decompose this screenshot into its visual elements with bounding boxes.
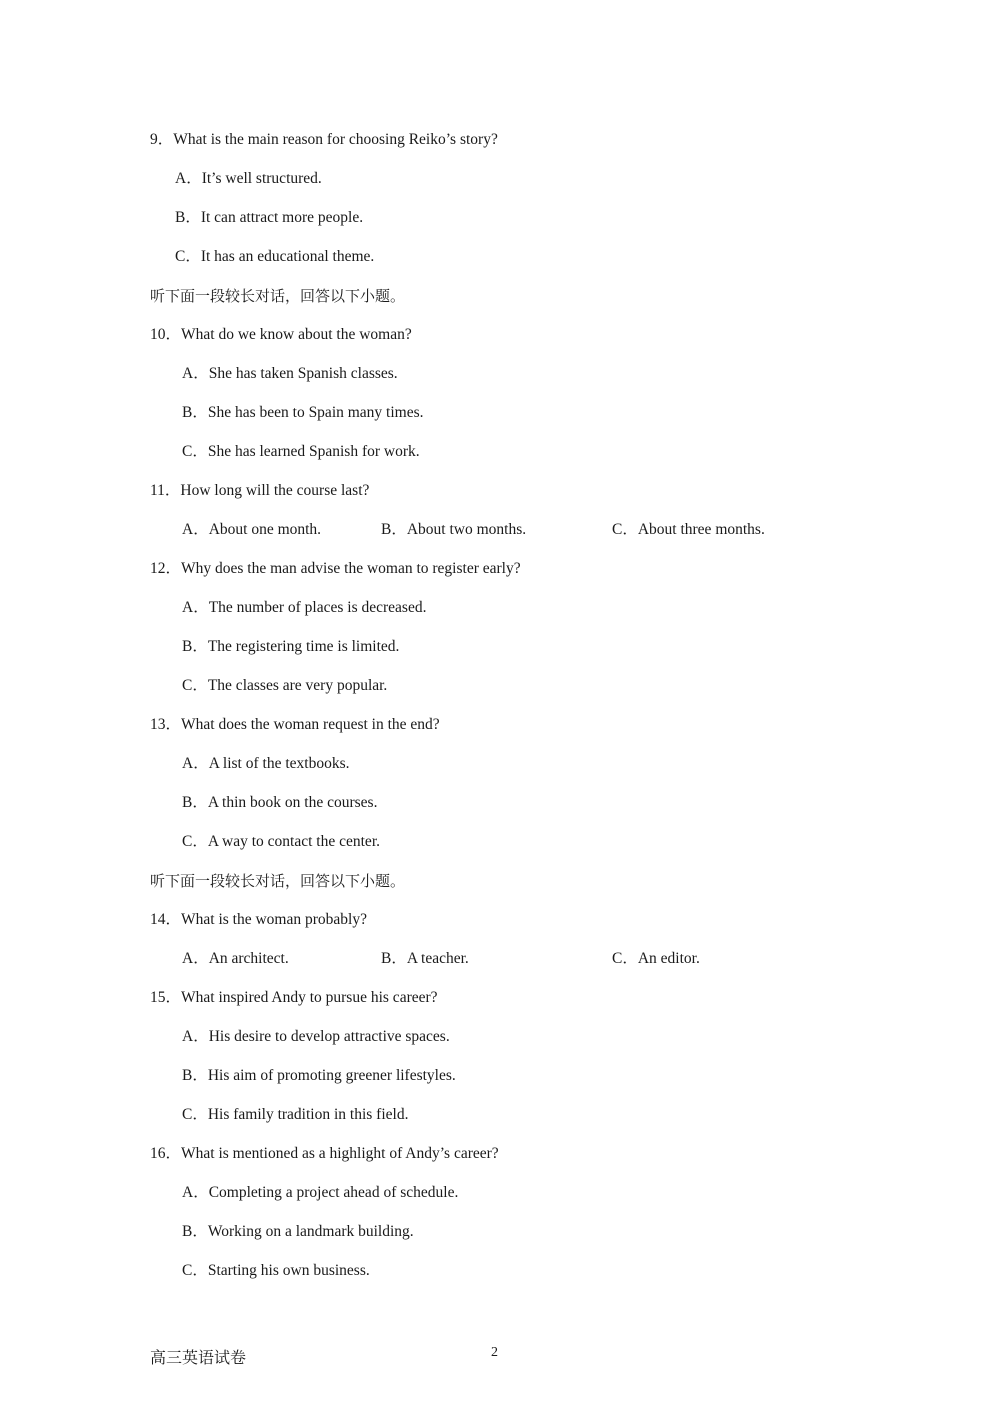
question-10-option-b: B．She has been to Spain many times. (182, 404, 424, 421)
question-13-option-b: B．A thin book on the courses. (182, 794, 378, 811)
section-prompt-2: 听下面一段较长对话，回答以下小题。 (150, 872, 406, 890)
question-16-option-b: B．Working on a landmark building. (182, 1223, 414, 1240)
question-16-stem: 16．What is mentioned as a highlight of Andy’s career? (150, 1145, 499, 1162)
question-9-stem: 9．What is the main reason for choosing Reiko’s story? (150, 131, 498, 148)
question-16-option-c: C．Starting his own business. (182, 1262, 370, 1279)
question-14-option-b: B．A teacher. (381, 950, 469, 967)
footer-title: 高三英语试卷 (150, 1348, 247, 1367)
question-16-option-a: A．Completing a project ahead of schedule. (182, 1184, 459, 1201)
question-15-option-a: A．His desire to develop attractive spaces. (182, 1028, 450, 1045)
section-prompt-1: 听下面一段较长对话，回答以下小题。 (150, 287, 406, 305)
question-15-option-b: B．His aim of promoting greener lifestyles. (182, 1067, 456, 1084)
question-13-option-a: A．A list of the textbooks. (182, 755, 350, 772)
question-12-option-c: C．The classes are very popular. (182, 677, 388, 694)
question-10-option-c: C．She has learned Spanish for work. (182, 443, 420, 460)
question-12-option-a: A．The number of places is decreased. (182, 599, 427, 616)
question-14-option-c: C．An editor. (612, 950, 700, 967)
question-15-option-c: C．His family tradition in this field. (182, 1106, 409, 1123)
page-number: 2 (491, 1345, 498, 1360)
question-11-option-a: A．About one month. (182, 521, 322, 538)
question-10-stem: 10．What do we know about the woman? (150, 326, 412, 343)
question-12-option-b: B．The registering time is limited. (182, 638, 400, 655)
question-11-stem: 11．How long will the course last? (150, 482, 370, 499)
question-14-option-a: A．An architect. (182, 950, 289, 967)
question-10-option-a: A．She has taken Spanish classes. (182, 365, 398, 382)
question-15-stem: 15．What inspired Andy to pursue his career? (150, 989, 438, 1006)
question-13-stem: 13．What does the woman request in the end? (150, 716, 440, 733)
question-11-option-c: C．About three months. (612, 521, 765, 538)
question-11-option-b: B．About two months. (381, 521, 527, 538)
question-9-option-b: B．It can attract more people. (175, 209, 364, 226)
question-9-option-a: A．It’s well structured. (175, 170, 322, 187)
question-14-stem: 14．What is the woman probably? (150, 911, 367, 928)
question-13-option-c: C．A way to contact the center. (182, 833, 380, 850)
question-12-stem: 12．Why does the man advise the woman to register early? (150, 560, 521, 577)
question-9-option-c: C．It has an educational theme. (175, 248, 375, 265)
